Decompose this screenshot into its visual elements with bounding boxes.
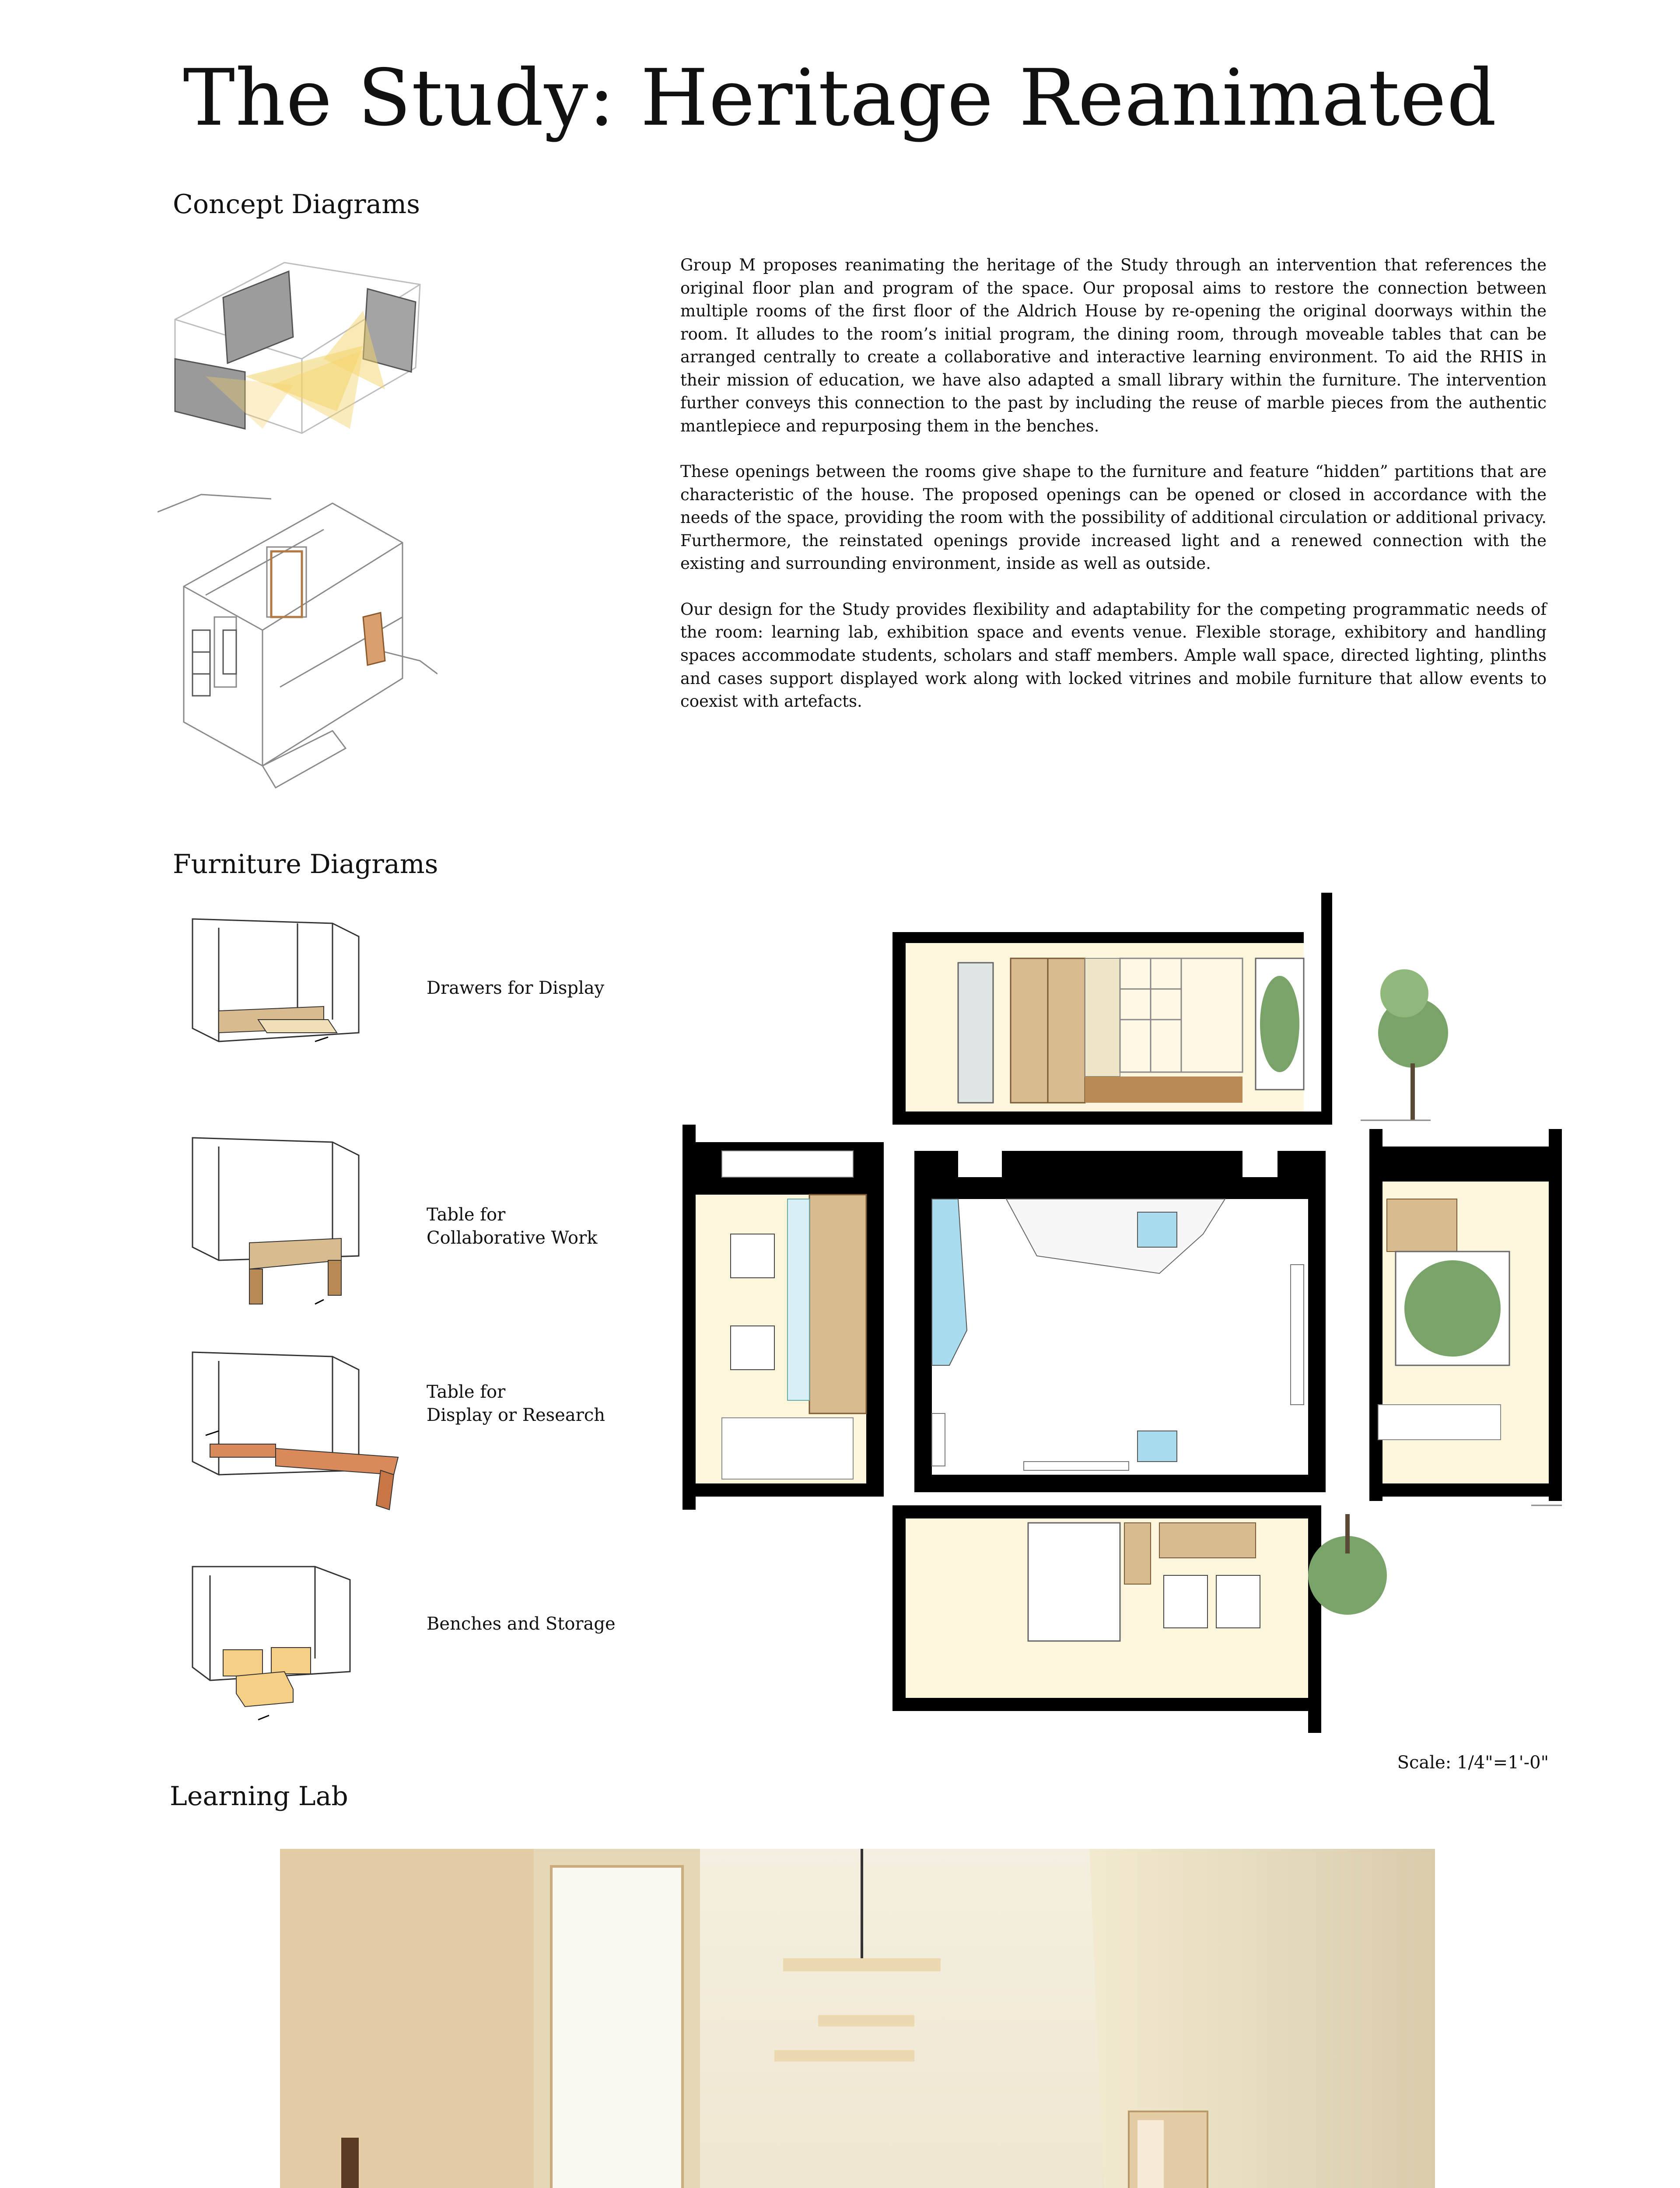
- elevation-south: [892, 1505, 1387, 1733]
- learning-lab-heading: Learning Lab: [170, 1781, 348, 1812]
- furniture-diagrams-heading: Furniture Diagrams: [173, 849, 438, 880]
- caption-benches: Benches and Storage: [427, 1614, 616, 1634]
- description-paragraph: These openings between the rooms give shape to the furniture and feature “hidden” partitions that are characteristic of the house. The proposed openings can be opened or closed in accordance with the needs of the space, providing the room with the possibility of additional circulation or additional privacy. Furthermore, the reinstated openings provide increased light and a renewed connection with the existing and surrounding environment, inside as well as outside.: [680, 462, 1547, 573]
- elevation-west: [682, 1125, 884, 1510]
- floor-plan: [914, 1151, 1326, 1492]
- caption-line: Collaborative Work: [427, 1227, 598, 1248]
- benches-diagram: [184, 1558, 376, 1733]
- drawers-diagram: [184, 910, 376, 1068]
- elevation-north: [892, 893, 1448, 1125]
- caption-line: Display or Research: [427, 1405, 605, 1425]
- plan-elevations-drawing: [678, 893, 1562, 1733]
- concept-diagrams-heading: Concept Diagrams: [173, 189, 420, 220]
- caption-line: Table for: [427, 1382, 506, 1402]
- collab-table-diagram: [184, 1129, 376, 1313]
- learning-lab-render: [280, 1849, 1435, 2188]
- caption-display-table: [427, 1381, 605, 1427]
- elevation-east: [1369, 1129, 1562, 1505]
- caption-collab-table: [427, 1203, 597, 1250]
- concept-diagram-light: [158, 245, 438, 477]
- concept-diagram-axonometric: [158, 486, 438, 792]
- description-paragraph: Our design for the Study provides flexibility and adaptability for the competing programmatic needs of the room: learning lab, exhibition space and events venue. Flexible storage, exhibitory and handling spaces accommodate students, scholars and staff members. Ample wall space, directed lighting, plinths and cases support displayed work along with locked vitrines and mobile furniture that allow events to coexist with artefacts.: [680, 600, 1547, 711]
- description-paragraph: Group M proposes reanimating the heritage of the Study through an intervention that references the original floor plan and program of the space. Our proposal aims to restore the connection between multiple rooms of the first floor of the Aldrich House by re-opening the original doorways within the room. It alludes to the room’s initial program, the dining room, through moveable tables that can be arranged centrally to create a collaborative and interactive learning environment. To aid the RHIS in their mission of education, we have also adapted a small library within the furniture. The intervention further conveys this connection to the past by including the reuse of marble pieces from the authentic mantlepiece and repurposing them in the benches.: [680, 256, 1547, 435]
- scale-label: Scale: 1/4"=1'-0": [1397, 1753, 1549, 1773]
- page-title: The Study: Heritage Reanimated: [183, 53, 1497, 143]
- caption-line: Table for: [427, 1205, 506, 1225]
- caption-drawers: Drawers for Display: [427, 978, 605, 998]
- project-description: [680, 254, 1547, 736]
- display-table-diagram: [184, 1343, 411, 1518]
